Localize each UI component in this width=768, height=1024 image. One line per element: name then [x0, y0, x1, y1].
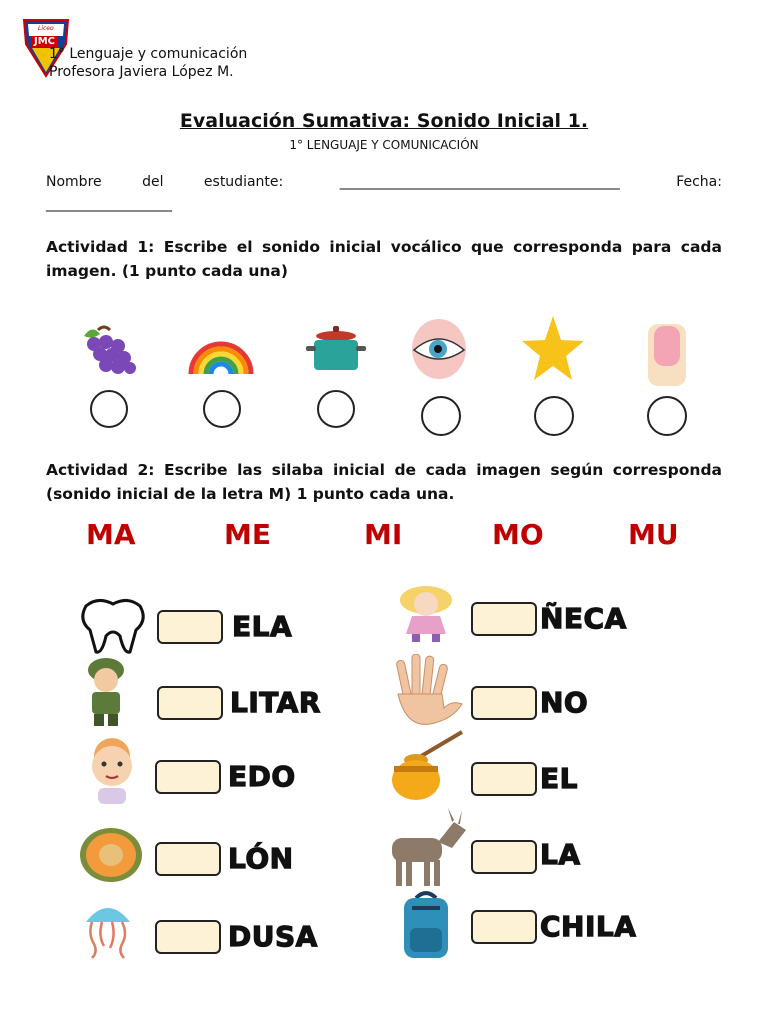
- fingernail-icon: [644, 320, 690, 386]
- eye-icon: [410, 318, 468, 380]
- name-blank[interactable]: ________________________________________: [339, 174, 620, 190]
- finger-kid-icon: [80, 736, 144, 806]
- backpack-icon: [398, 888, 454, 962]
- answer-circle-2[interactable]: [203, 390, 241, 428]
- soldier-icon: [82, 656, 130, 726]
- melon-icon: [78, 826, 144, 884]
- date-label: Fecha:: [676, 174, 722, 190]
- answer-box-edo[interactable]: [155, 760, 221, 794]
- word-la: LA: [540, 838, 581, 871]
- word-litar: LITAR: [230, 686, 321, 719]
- word-dusa: DUSA: [228, 920, 318, 953]
- page-title: Evaluación Sumativa: Sonido Inicial 1.: [179, 110, 589, 132]
- activity2-instructions: Actividad 2: Escribe las silaba inicial de cada imagen según corresponda (sonido inicial de la letra M) 1 punto cada una.: [46, 461, 722, 503]
- teacher-label: Profesora Javiera López M.: [49, 64, 234, 80]
- answer-box-lon[interactable]: [155, 842, 221, 876]
- rainbow-icon: [186, 328, 256, 376]
- answer-circle-3[interactable]: [317, 390, 355, 428]
- honey-icon: [388, 728, 466, 802]
- jellyfish-icon: [78, 900, 138, 960]
- donkey-icon: [382, 808, 470, 888]
- student-line: [46, 174, 722, 190]
- word-lon: LÓN: [228, 842, 294, 875]
- answer-box-chila[interactable]: [471, 910, 537, 944]
- answer-circle-4[interactable]: [421, 396, 461, 436]
- answer-box-litar[interactable]: [157, 686, 223, 720]
- word-edo: EDO: [228, 760, 296, 793]
- syllable-mo: MO: [492, 518, 544, 551]
- hand-icon: [386, 654, 466, 728]
- logo-text: JMC: [34, 36, 56, 47]
- activity1-instructions: Actividad 1: Escribe el sonido inicial vocálico que corresponda para cada imagen. (1 punto cada una): [46, 238, 722, 280]
- word-neca: ÑECA: [540, 602, 627, 635]
- answer-box-la[interactable]: [471, 840, 537, 874]
- word-no: NO: [540, 686, 589, 719]
- star-icon: [522, 314, 584, 384]
- answer-box-neca[interactable]: [471, 602, 537, 636]
- doll-icon: [388, 584, 464, 642]
- syllable-me: ME: [224, 518, 271, 551]
- logo-small-text: Liceo: [38, 25, 54, 32]
- syllable-mu: MU: [628, 518, 679, 551]
- grapes-icon: [78, 322, 142, 378]
- word-el: EL: [540, 762, 578, 795]
- answer-box-no[interactable]: [471, 686, 537, 720]
- syllable-mi: MI: [364, 518, 403, 551]
- word-chila: CHILA: [540, 910, 637, 943]
- answer-circle-5[interactable]: [534, 396, 574, 436]
- answer-box-dusa[interactable]: [155, 920, 221, 954]
- answer-box-ela[interactable]: [157, 610, 223, 644]
- answer-box-el[interactable]: [471, 762, 537, 796]
- molar-icon: [78, 596, 148, 654]
- answer-circle-1[interactable]: [90, 390, 128, 428]
- course-label: 1° Lenguaje y comunicación: [49, 46, 248, 62]
- answer-circle-6[interactable]: [647, 396, 687, 436]
- pot-icon: [306, 324, 366, 376]
- page-subtitle: 1° LENGUAJE Y COMUNICACIÓN: [289, 138, 479, 152]
- name-label: Nombre del estudiante:: [46, 174, 284, 190]
- word-ela: ELA: [232, 610, 293, 643]
- date-blank[interactable]: __________________: [46, 196, 172, 212]
- syllable-ma: MA: [86, 518, 136, 551]
